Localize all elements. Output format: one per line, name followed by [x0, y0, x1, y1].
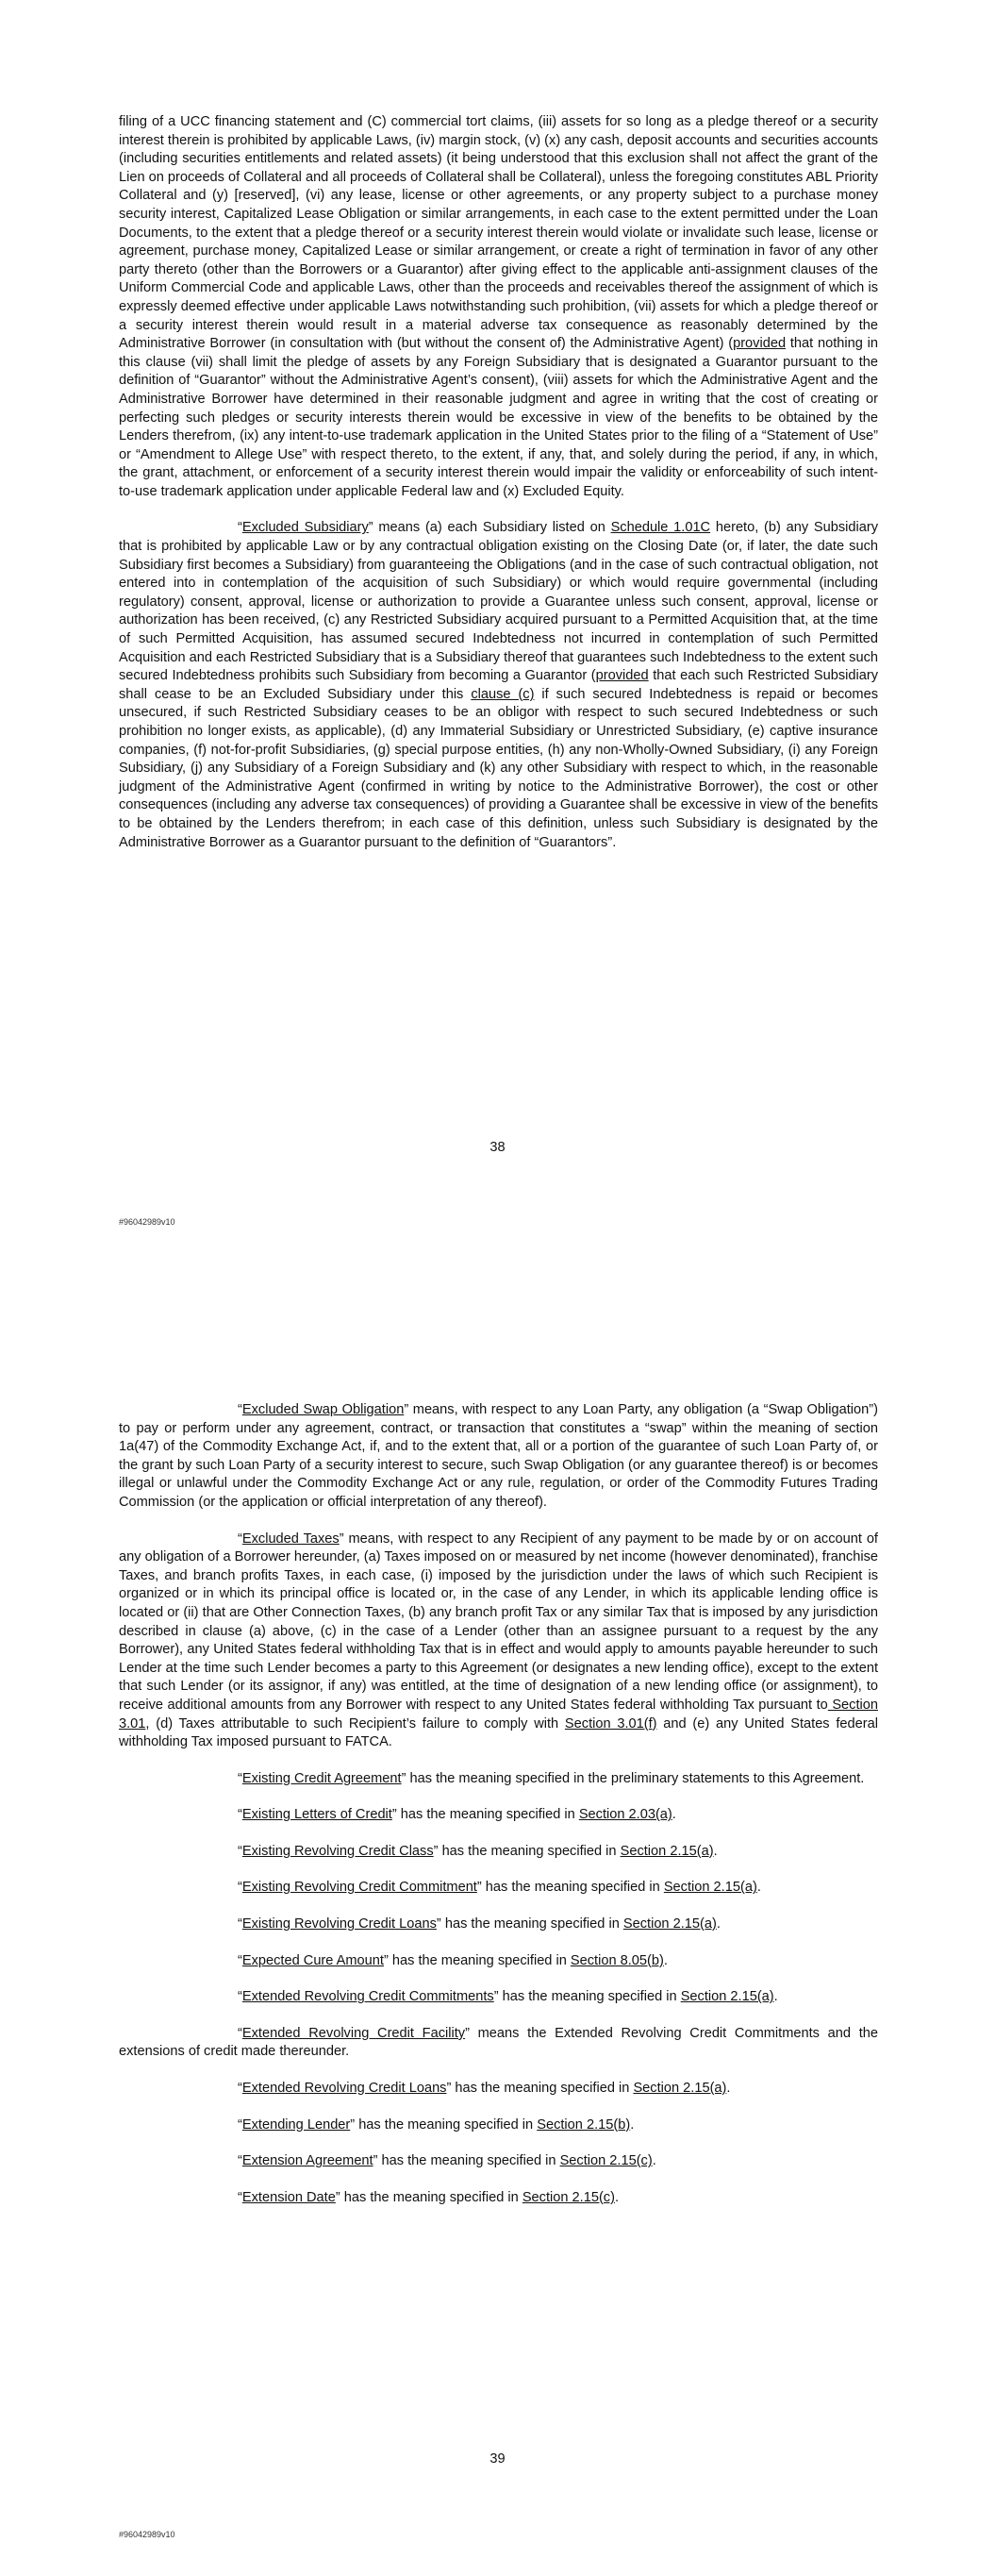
defined-term: Excluded Taxes	[241, 1531, 340, 1547]
excluded-swap-obligation-definition: “Excluded Swap Obligation” means, with respect to any Loan Party, any obligation (a “Swap Obligation”) to pay or perform under any agreement, contract, or transaction that constitutes a “swap” within the meaning of section 1a(47) of the Commodity Exchange Act, if, and to the extent that, all or a portion of the guarantee of such Loan Party of, or the grant by such Loan Party of a security interest to secure, such Swap Obligation (or any guarantee thereof) is or becomes illegal or unlawful under the Commodity Exchange Act or any rule, regulation, or order of the Commodity Futures Trading Commission (or the application or official interpretation of any thereof).	[119, 1402, 878, 1510]
document-id: #96042989v10	[119, 1217, 175, 1227]
definition-expected-cure-amount: “Expected Cure Amount” has the meaning specified in Section 8.05(b).	[238, 1952, 668, 1968]
provided-term: provided	[595, 668, 649, 684]
section-reference: Section 3.01	[119, 1697, 878, 1731]
extended-revolving-credit-facility-definition: “Extended Revolving Credit Facility” means the Extended Revolving Credit Commitments and the extensions of credit made thereunder.	[119, 2025, 878, 2060]
provided-term: provided	[733, 336, 787, 352]
page-39-body	[119, 1401, 878, 2225]
defined-term: Excluded Swap Obligation	[241, 1402, 405, 1417]
definition-extension-date: “Extension Date” has the meaning specified in Section 2.15(c).	[238, 2189, 620, 2205]
definition-existing-revolving-credit-class: “Existing Revolving Credit Class” has the meaning specified in Section 2.15(a).	[238, 1843, 718, 1859]
definition-extended-revolving-credit-commitments: “Extended Revolving Credit Commitments” has the meaning specified in Section 2.15(a).	[238, 1989, 778, 2005]
clause-reference: clause (c)	[471, 686, 535, 702]
document-id: #96042989v10	[119, 2530, 175, 2539]
page-number: 39	[489, 2451, 506, 2467]
definition-existing-letters-of-credit: “Existing Letters of Credit” has the meaning specified in Section 2.03(a).	[238, 1807, 676, 1823]
definition-extension-agreement: “Extension Agreement” has the meaning specified in Section 2.15(c).	[238, 2153, 656, 2169]
defined-term: Excluded Subsidiary	[241, 520, 369, 536]
definition-extended-revolving-credit-loans: “Extended Revolving Credit Loans” has the meaning specified in Section 2.15(a).	[238, 2081, 731, 2097]
page-number: 38	[489, 1140, 506, 1155]
defined-term: Extended Revolving Credit Facility	[241, 2025, 466, 2041]
document-page-39	[0, 1288, 995, 2576]
excluded-subsidiary-definition: “Excluded Subsidiary” means (a) each Subsidiary listed on Schedule 1.01C hereto, (b) any Subsidiary that is prohibited by applicable Law or by any contractual obligation existing on the Closing Date (or, if later, the date such Subsidiary first becomes a Subsidiary) from guaranteeing the Obligations (and in the case of such contractual obligation, not entered into in contemplation of the acquisition of such Subsidiary) or which would require governmental (including regulatory) consent, approval, license or authorization to provide a Guarantee unless such consent, approval, license or authorization has been received, (c) any Restricted Subsidiary acquired pursuant to a Permitted Acquisition that, at the time of such Permitted Acquisition, has assumed secured Indebtedness not incurred in contemplation of such Permitted Acquisition and each Restricted Subsidiary that is a Subsidiary thereof that guarantees such Indebtedness to the extent such secured Indebtedness prohibits such Subsidiary from becoming a Guarantor (provided that each such Restricted Subsidiary shall cease to be an Excluded Subsidiary under this clause (c) if such secured Indebtedness is repaid or becomes unsecured, if such Restricted Subsidiary ceases to be an obligor with respect to such secured Indebtedness or such prohibition no longer exists, as applicable), (d) any Immaterial Subsidiary or Unrestricted Subsidiary, (e) captive insurance companies, (f) not-for-profit Subsidiaries, (g) special purpose entities, (h) any non-Wholly-Owned Subsidiary, (i) any Foreign Subsidiary, (j) any Subsidiary of a Foreign Subsidiary and (k) any other Subsidiary with respect to which, in the reasonable judgment of the Administrative Agent (confirmed in writing by notice to the Administrative Borrower), the cost or other consequences (including any adverse tax consequences) of providing a Guarantee shall be excessive in view of the benefits to be obtained by the Lenders therefrom; in each case of this definition, unless such Subsidiary is designated by the Administrative Borrower as a Guarantor pursuant to the definition of “Guarantors”.	[119, 520, 879, 850]
page-38-body	[119, 113, 878, 870]
section-reference: Section 3.01(f)	[564, 1715, 657, 1731]
collateral-exclusions-paragraph: filing of a UCC financing statement and (C) commercial tort claims, (iii) assets for so long as a pledge thereof or a security interest therein is prohibited by applicable Laws, (iv) margin stock, (v) (x) any cash, deposit accounts and securities accounts (including securities entitlements and related assets) (it being understood that this exclusion shall not affect the grant of the Lien on proceeds of Collateral and all proceeds of Collateral shall be Collateral), unless the foregoing constitutes ABL Priority Collateral and (y) [reserved], (vi) any lease, license or other agreements, or any property subject to a purchase money security interest, Capitalized Lease Obligation or similar arrangements, in each case to the extent permitted under the Loan Documents, to the extent that a pledge thereof or a security interest therein would violate or invalidate such lease, license or agreement, purchase money, Capitalized Lease or similar arrangement, or create a right of termination in favor of any other party thereto (other than the Borrowers or a Guarantor) after giving effect to the applicable anti-assignment clauses of the Uniform Commercial Code and applicable Laws, other than the proceeds and receivables thereof the assignment of which is expressly deemed effective under applicable Laws notwithstanding such prohibition, (vii) assets for which a pledge thereof or a security interest therein would result in a material adverse tax consequence as reasonably determined by the Administrative Borrower (in consultation with (but without the consent of) the Administrative Agent) (provided that nothing in this clause (vii) shall limit the pledge of assets by any Foreign Subsidiary that is designated a Guarantor pursuant to the definition of “Guarantor” without the Administrative Agent’s consent), (viii) assets for which the Administrative Agent and the Administrative Borrower have determined in their reasonable judgment and agree in writing that the cost of creating or perfecting such pledges or security interests therein would be excessive in view of the benefits to be obtained by the Lenders therefrom, (ix) any intent-to-use trademark application in the United States prior to the filing of a “Statement of Use” or “Amendment to Allege Use” with respect thereto, to the extent, if any, that, and solely during the period, if any, in which, the grant, attachment, or enforcement of a security interest therein would impair the validity or enforceability of such intent-to-use trademark application under applicable Federal law and (x) Excluded Equity.	[119, 114, 879, 499]
definition-extending-lender: “Extending Lender” has the meaning specified in Section 2.15(b).	[238, 2116, 635, 2133]
defined-term: Existing Credit Agreement	[241, 1770, 402, 1786]
excluded-taxes-definition: “Excluded Taxes” means, with respect to any Recipient of any payment to be made by or on account of any obligation of a Borrower hereunder, (a) Taxes imposed on or measured by net income (however denominated), franchise Taxes, and branch profits Taxes, in each case, (i) imposed by the jurisdiction under the laws of which such Recipient is organized or in which its principal office is located or, in the case of any Lender, in which its applicable lending office is located or (ii) that are Other Connection Taxes, (b) any branch profit Tax or any similar Tax that is imposed by any jurisdiction described in clause (a) above, (c) in the case of a Lender (other than an assignee pursuant to a request by the any Borrower), any United States federal withholding Tax that is in effect and would apply to amounts payable hereunder to such Lender at the time such Lender becomes a party to this Agreement (or designates a new lending office), except to the extent that such Lender (or its assignor, if any) was entitled, at the time of designation of a new lending office (or assignment), to receive additional amounts from any Borrower with respect to any United States federal withholding Tax pursuant to Section 3.01, (d) Taxes attributable to such Recipient’s failure to comply with Section 3.01(f) and (e) any United States federal withholding Tax imposed pursuant to FATCA.	[119, 1531, 878, 1750]
schedule-reference: Schedule 1.01C	[610, 520, 711, 536]
definition-existing-revolving-credit-loans: “Existing Revolving Credit Loans” has the meaning specified in Section 2.15(a).	[238, 1916, 721, 1932]
definition-existing-revolving-credit-commitment: “Existing Revolving Credit Commitment” has the meaning specified in Section 2.15(a).	[238, 1880, 761, 1896]
existing-credit-agreement-definition: “Existing Credit Agreement” has the meaning specified in the preliminary statements to this Agreement.	[238, 1770, 865, 1786]
